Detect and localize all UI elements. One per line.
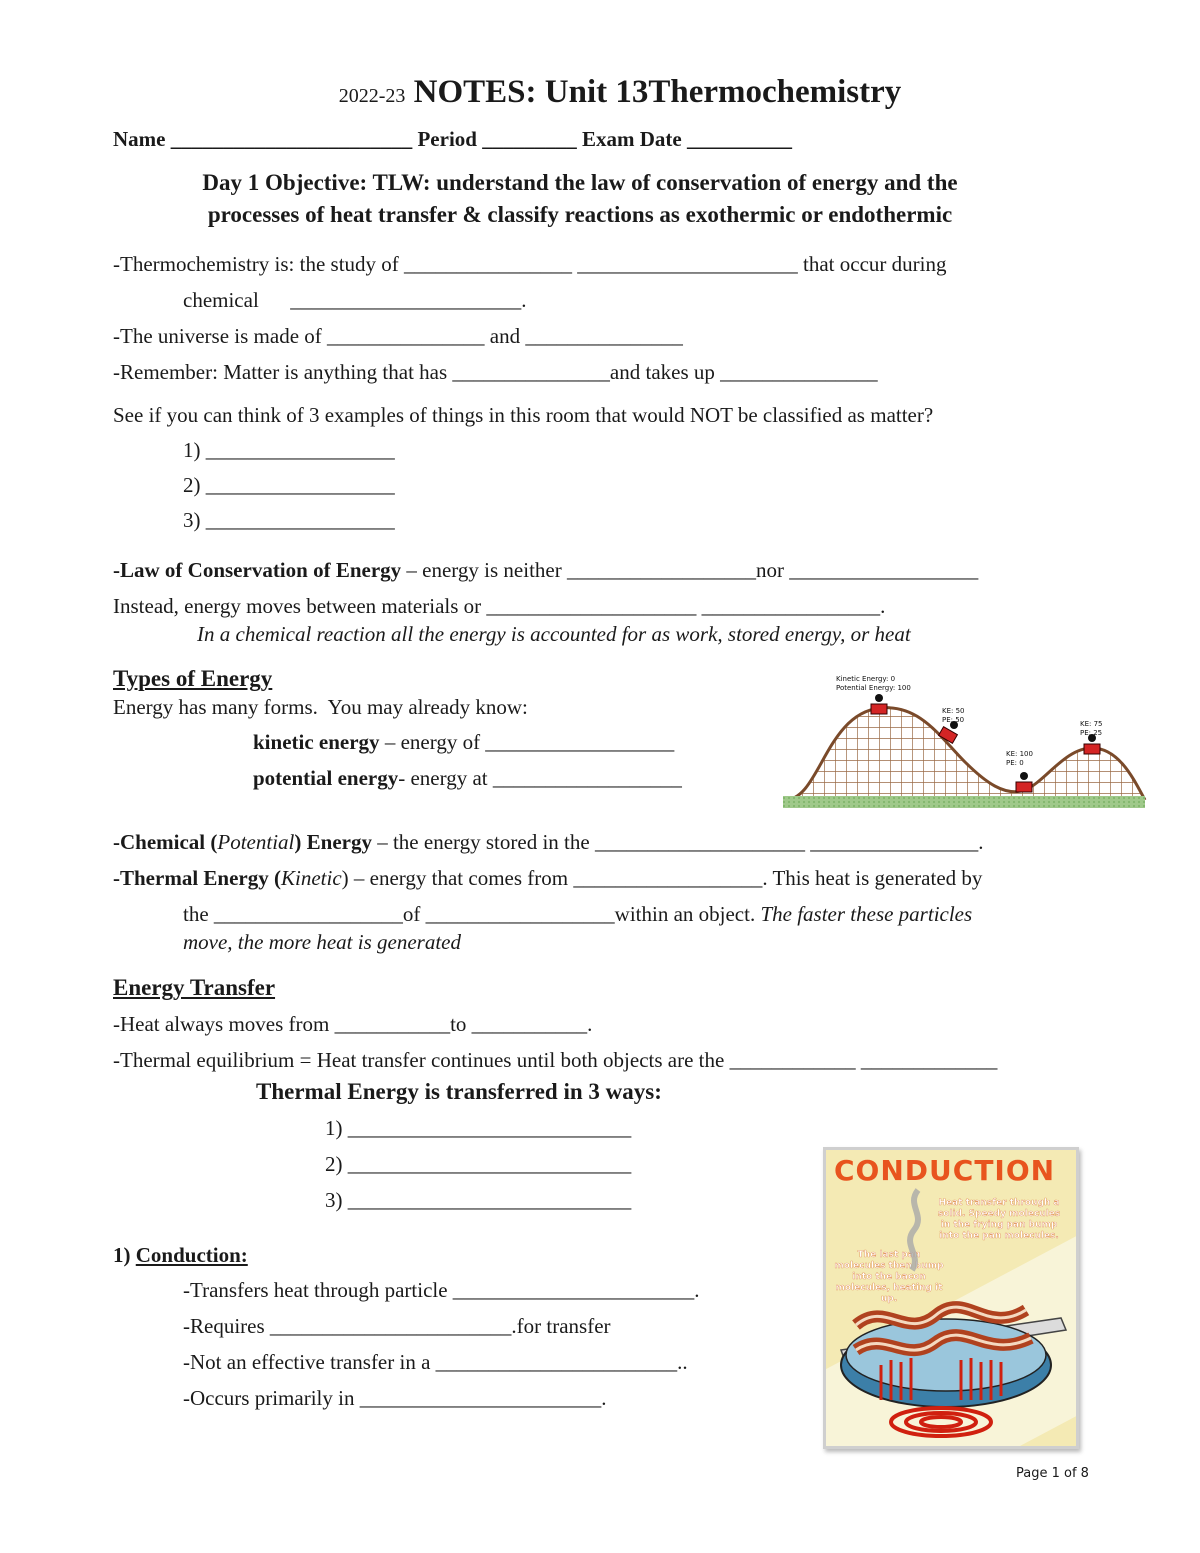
kinetic-definition: – energy of __________________ [379,730,675,754]
thermal-energy-line [113,866,982,891]
thermal-energy-term-b: Kinetic [280,866,342,890]
chemical-energy-definition: – the energy stored in the ____________________ ________________. [371,830,984,854]
coaster-label-top-ke: Kinetic Energy: 0 [836,675,896,683]
page-title [0,74,1200,111]
types-heading: Types of Energy [113,666,273,691]
coaster-label-mid-pe: PE: 50 [942,716,965,724]
coaster-label-right-ke: KE: 75 [1080,720,1103,728]
example-1: 1) __________________ [183,438,395,462]
heat-moves-line: -Heat always moves from ___________to ___________. [113,1012,593,1036]
law-definition: – energy is neither __________________nor __________________ [401,558,979,582]
objective-line-1: Day 1 Objective: TLW: understand the law of conservation of energy and the [202,170,958,195]
thermal-equilibrium-line: -Thermal equilibrium = Heat transfer continues until both objects are the ____________ _____________ [113,1048,998,1072]
universe-line: -The universe is made of _______________ and _______________ [113,324,683,348]
conduction-point-4: -Occurs primarily in _______________________. [183,1386,607,1410]
chemical-energy-term-b: Potential [217,830,295,854]
poster-text-1: Heat transfer through a solid. Speedy molecules in the frying pan bump into the pan molecules. [937,1198,1061,1241]
page-number: Page 1 of 8 [1016,1466,1089,1481]
instead-line: Instead, energy moves between materials or ____________________ _________________. [113,594,886,618]
way-1: 1) ___________________________ [325,1116,632,1140]
example-2: 2) __________________ [183,473,395,497]
frying-pan-illustration [826,1150,1076,1446]
particles-line [183,902,972,927]
conduction-number: 1) [113,1243,136,1267]
more-heat-note: move, the more heat is generated [183,930,461,954]
matter-line: -Remember: Matter is anything that has _______________and takes up _______________ [113,360,878,384]
title-text: NOTES: Unit 13Thermochemistry [413,74,902,110]
three-ways-heading: Thermal Energy is transferred in 3 ways: [256,1079,662,1104]
particles-blank: the __________________of __________________within an object. [183,902,756,926]
coaster-label-bottom-ke: KE: 100 [1006,750,1033,758]
thermal-energy-term-a: -Thermal Energy ( [113,866,281,890]
chemical-energy-term-c: ) Energy [294,830,372,854]
conduction-point-3: -Not an effective transfer in a _______________________.. [183,1350,688,1374]
way-2: 2) ___________________________ [325,1152,632,1176]
kinetic-term: kinetic energy [253,730,380,754]
objective-line-2: processes of heat transfer & classify reactions as exothermic or endothermic [207,202,953,227]
energy-transfer-heading: Energy Transfer [113,975,276,1000]
potential-term: potential energy [253,766,399,790]
poster-text-2: The last pan molecules then bump into the bacon molecules, heating it up. [834,1250,944,1304]
conduction-heading [113,1243,248,1268]
poster-title: CONDUCTION [834,1154,1056,1187]
law-line [113,558,978,583]
way-3: 3) ___________________________ [325,1188,632,1212]
chemical-energy-term-a: -Chemical ( [113,830,218,854]
potential-line [253,766,682,791]
coaster-label-top-pe: Potential Energy: 100 [836,684,911,692]
kinetic-line [253,730,674,755]
potential-definition: - energy at __________________ [398,766,682,790]
name-period-exam-line: Name _______________________ Period _________ Exam Date __________ [113,127,792,151]
coaster-label-mid-ke: KE: 50 [942,707,965,715]
types-intro: Energy has many forms. You may already know: [113,695,528,719]
thermal-energy-definition: – energy that comes from __________________. This heat is generated by [348,866,983,890]
roller-coaster-illustration [780,672,1148,814]
coaster-label-bottom-pe: PE: 0 [1006,759,1024,767]
thermal-energy-term-c: ) [341,866,349,890]
example-3: 3) __________________ [183,508,395,532]
conduction-poster [823,1147,1079,1449]
title-year: 2022-23 [338,85,406,107]
coaster-label-right-pe: PE: 25 [1080,729,1103,737]
examples-question: See if you can think of 3 examples of things in this room that would NOT be classified as matter? [113,403,934,427]
thermo-line-1: -Thermochemistry is: the study of ________________ _____________________ that occur during [113,252,947,276]
conduction-point-2: -Requires _______________________.for transfer [183,1314,611,1338]
law-term: -Law of Conservation of Energy [113,558,402,582]
conduction-point-1: -Transfers heat through particle _______________________. [183,1278,700,1302]
conduction-title: Conduction: [135,1243,248,1267]
chemical-reaction-note: In a chemical reaction all the energy is accounted for as work, stored energy, or heat [197,622,911,646]
chemical-energy-line [113,830,983,855]
thermo-line-2: chemical ______________________. [183,288,527,312]
faster-note: The faster these particles [755,902,973,926]
